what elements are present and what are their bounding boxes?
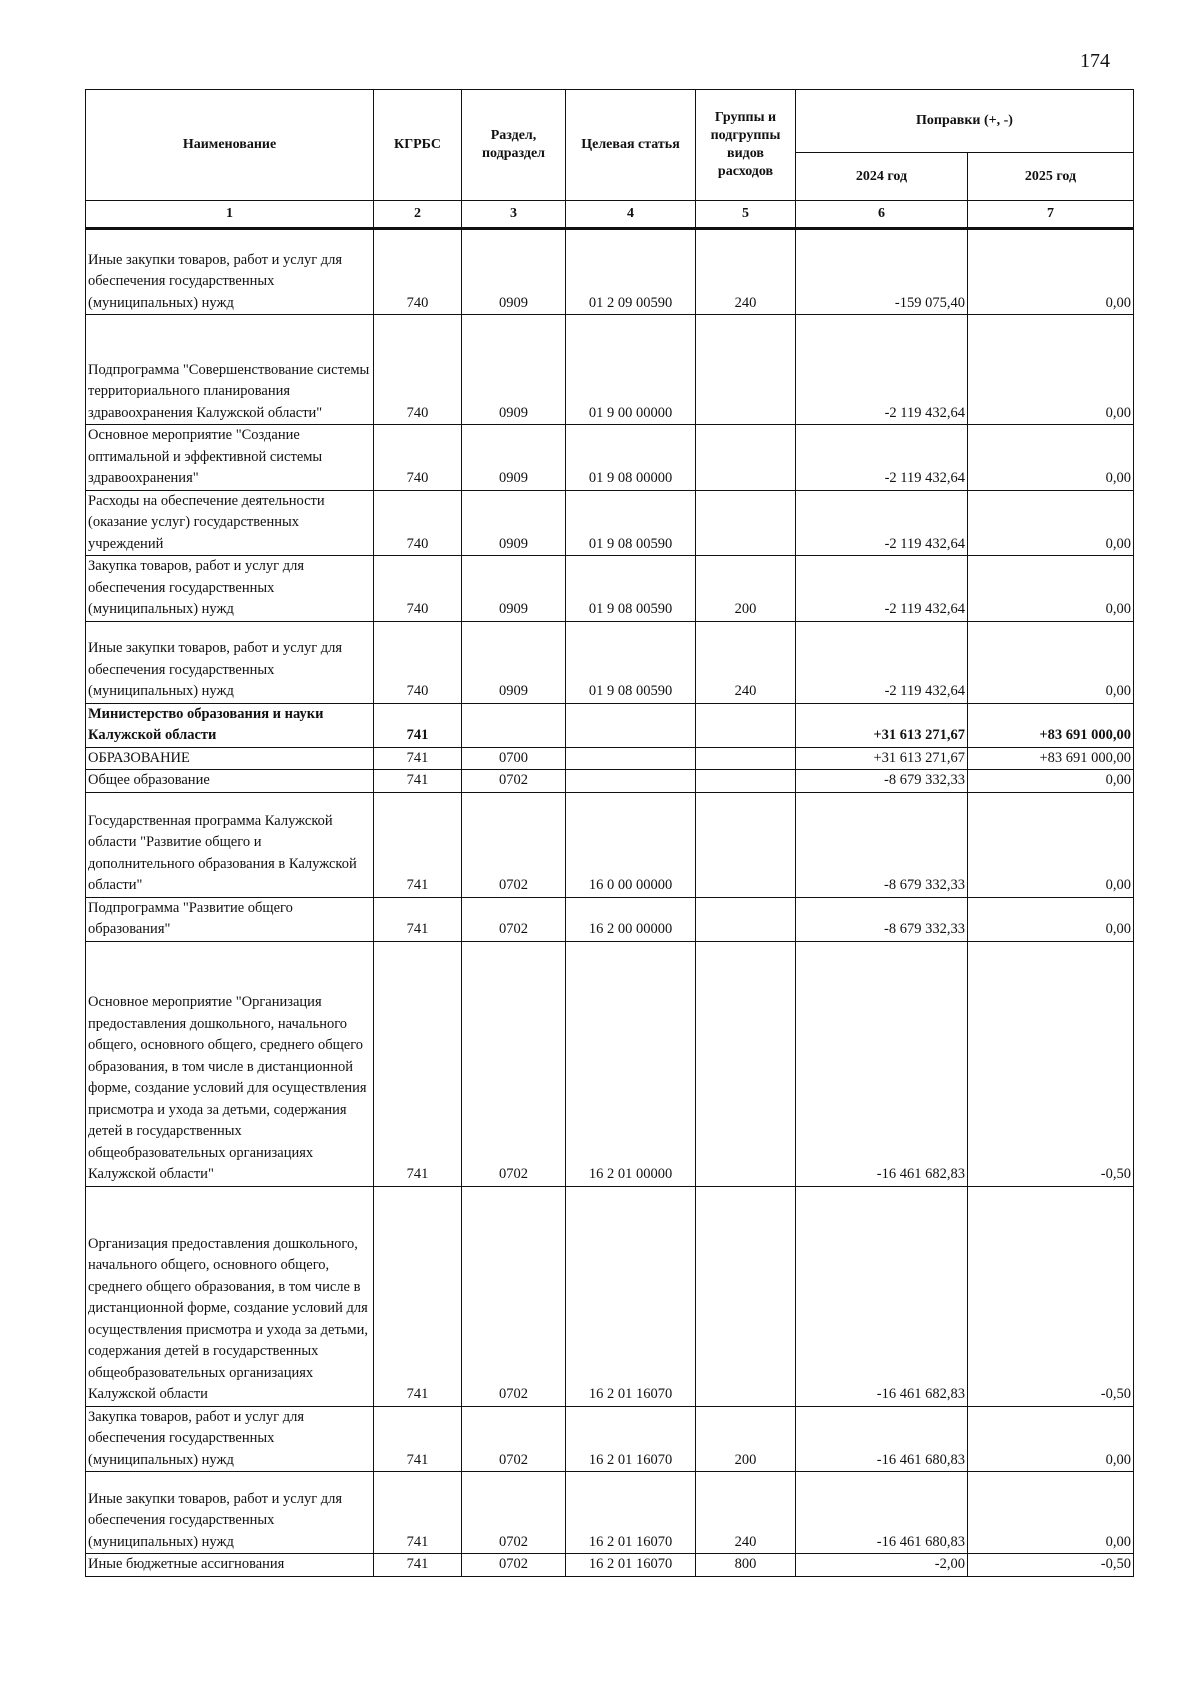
row-amount-2025: -0,50 <box>968 941 1134 1186</box>
row-kgrbs: 741 <box>374 1554 462 1577</box>
budget-amendments-table <box>85 89 1134 1577</box>
table-row <box>86 490 1134 556</box>
row-kgrbs: 741 <box>374 703 462 747</box>
row-name: Иные бюджетные ассигнования <box>86 1554 374 1577</box>
row-target-article: 16 2 01 16070 <box>566 1406 696 1472</box>
row-amount-2024: +31 613 271,67 <box>796 747 968 770</box>
row-amount-2025: 0,00 <box>968 1472 1134 1554</box>
row-name: Государственная программа Калужской области "Развитие общего и дополнительного образования в Калужской области" <box>86 792 374 897</box>
table-row <box>86 792 1134 897</box>
column-number: 6 <box>796 201 968 229</box>
table-row <box>86 1554 1134 1577</box>
row-expense-group: 800 <box>696 1554 796 1577</box>
row-expense-group: 240 <box>696 229 796 315</box>
table-row <box>86 556 1134 622</box>
row-section: 0909 <box>462 315 566 425</box>
row-section: 0909 <box>462 621 566 703</box>
row-target-article: 01 9 08 00590 <box>566 490 696 556</box>
row-amount-2024: -2 119 432,64 <box>796 490 968 556</box>
table-body <box>86 229 1134 1577</box>
header-name: Наименование <box>86 90 374 201</box>
row-amount-2024: -8 679 332,33 <box>796 897 968 941</box>
page-number: 174 <box>1080 50 1110 72</box>
column-number: 3 <box>462 201 566 229</box>
row-amount-2025: -0,50 <box>968 1554 1134 1577</box>
row-amount-2025: 0,00 <box>968 897 1134 941</box>
row-kgrbs: 741 <box>374 1406 462 1472</box>
row-target-article: 16 2 01 00000 <box>566 941 696 1186</box>
row-kgrbs: 740 <box>374 229 462 315</box>
row-name: Расходы на обеспечение деятельности (оказание услуг) государственных учреждений <box>86 490 374 556</box>
row-expense-group <box>696 425 796 491</box>
row-amount-2025: 0,00 <box>968 229 1134 315</box>
table-row <box>86 315 1134 425</box>
row-kgrbs: 741 <box>374 747 462 770</box>
row-expense-group <box>696 941 796 1186</box>
row-amount-2025: 0,00 <box>968 770 1134 793</box>
row-target-article <box>566 747 696 770</box>
row-name: Иные закупки товаров, работ и услуг для обеспечения государственных (муниципальных) нужд <box>86 229 374 315</box>
row-name: Иные закупки товаров, работ и услуг для обеспечения государственных (муниципальных) нужд <box>86 1472 374 1554</box>
row-section: 0700 <box>462 747 566 770</box>
row-target-article: 16 2 01 16070 <box>566 1472 696 1554</box>
row-expense-group <box>696 490 796 556</box>
row-target-article: 16 2 01 16070 <box>566 1186 696 1406</box>
row-amount-2024: -2 119 432,64 <box>796 621 968 703</box>
row-name: Общее образование <box>86 770 374 793</box>
column-number: 7 <box>968 201 1134 229</box>
row-section: 0702 <box>462 792 566 897</box>
row-name: Подпрограмма "Совершенствование системы территориального планирования здравоохранения Калужской области" <box>86 315 374 425</box>
row-amount-2024: -8 679 332,33 <box>796 792 968 897</box>
row-name: Основное мероприятие "Создание оптимальной и эффективной системы здравоохранения" <box>86 425 374 491</box>
row-kgrbs: 741 <box>374 941 462 1186</box>
header-expense-groups: Группы и подгруппы видов расходов <box>696 90 796 201</box>
row-expense-group: 240 <box>696 1472 796 1554</box>
row-section: 0702 <box>462 1186 566 1406</box>
table-row <box>86 703 1134 747</box>
row-amount-2024: -16 461 680,83 <box>796 1472 968 1554</box>
row-section: 0702 <box>462 1472 566 1554</box>
row-target-article: 01 9 08 00000 <box>566 425 696 491</box>
row-section: 0702 <box>462 1406 566 1472</box>
row-expense-group <box>696 1186 796 1406</box>
row-kgrbs: 741 <box>374 770 462 793</box>
row-kgrbs: 741 <box>374 1186 462 1406</box>
row-kgrbs: 740 <box>374 425 462 491</box>
table-row <box>86 425 1134 491</box>
row-amount-2024: -16 461 682,83 <box>796 1186 968 1406</box>
row-target-article: 16 2 01 16070 <box>566 1554 696 1577</box>
header-year-2025: 2025 год <box>968 153 1134 201</box>
header-amendments: Поправки (+, -) <box>796 90 1134 153</box>
row-amount-2024: -2 119 432,64 <box>796 425 968 491</box>
row-kgrbs: 740 <box>374 490 462 556</box>
row-amount-2025: +83 691 000,00 <box>968 703 1134 747</box>
row-section: 0702 <box>462 897 566 941</box>
row-expense-group <box>696 770 796 793</box>
row-amount-2025: 0,00 <box>968 490 1134 556</box>
row-amount-2025: 0,00 <box>968 792 1134 897</box>
row-section: 0909 <box>462 229 566 315</box>
row-amount-2025: 0,00 <box>968 425 1134 491</box>
column-number: 2 <box>374 201 462 229</box>
row-target-article: 16 0 00 00000 <box>566 792 696 897</box>
row-amount-2025: 0,00 <box>968 315 1134 425</box>
row-name: Иные закупки товаров, работ и услуг для обеспечения государственных (муниципальных) нужд <box>86 621 374 703</box>
row-expense-group: 200 <box>696 556 796 622</box>
row-expense-group <box>696 792 796 897</box>
row-amount-2024: -2 119 432,64 <box>796 556 968 622</box>
row-target-article <box>566 703 696 747</box>
row-name: Подпрограмма "Развитие общего образования" <box>86 897 374 941</box>
row-kgrbs: 741 <box>374 1472 462 1554</box>
row-name: ОБРАЗОВАНИЕ <box>86 747 374 770</box>
table-row <box>86 1472 1134 1554</box>
row-amount-2024: -16 461 680,83 <box>796 1406 968 1472</box>
row-kgrbs: 741 <box>374 792 462 897</box>
column-number: 4 <box>566 201 696 229</box>
row-expense-group <box>696 897 796 941</box>
row-expense-group <box>696 315 796 425</box>
row-amount-2025: +83 691 000,00 <box>968 747 1134 770</box>
row-kgrbs: 740 <box>374 621 462 703</box>
row-section: 0909 <box>462 490 566 556</box>
row-kgrbs: 741 <box>374 897 462 941</box>
row-target-article: 01 9 00 00000 <box>566 315 696 425</box>
row-target-article <box>566 770 696 793</box>
row-kgrbs: 740 <box>374 315 462 425</box>
row-target-article: 01 2 09 00590 <box>566 229 696 315</box>
row-expense-group: 200 <box>696 1406 796 1472</box>
row-expense-group <box>696 747 796 770</box>
table-row <box>86 1406 1134 1472</box>
row-section: 0702 <box>462 941 566 1186</box>
table-row <box>86 747 1134 770</box>
column-number: 5 <box>696 201 796 229</box>
row-name: Основное мероприятие "Организация предоставления дошкольного, начального общего, основного общего, среднего общего образования, в том числе в дистанционной форме, создание условий для осуществления присмотра и ухода за детьми, содержания детей в государственных общеобразовательных организациях Калужской области" <box>86 941 374 1186</box>
table-row <box>86 621 1134 703</box>
row-target-article: 16 2 00 00000 <box>566 897 696 941</box>
row-amount-2024: -159 075,40 <box>796 229 968 315</box>
row-amount-2025: 0,00 <box>968 556 1134 622</box>
row-section: 0909 <box>462 556 566 622</box>
row-amount-2025: 0,00 <box>968 621 1134 703</box>
row-name: Закупка товаров, работ и услуг для обеспечения государственных (муниципальных) нужд <box>86 1406 374 1472</box>
row-expense-group <box>696 703 796 747</box>
row-name: Организация предоставления дошкольного, начального общего, основного общего, среднего общего образования, в том числе в дистанционной форме, создание условий для осуществления присмотра и ухода за детьми, содержания детей в государственных общеобразовательных организациях Калужской области <box>86 1186 374 1406</box>
row-amount-2024: -2,00 <box>796 1554 968 1577</box>
header-section: Раздел, подраздел <box>462 90 566 201</box>
header-year-2024: 2024 год <box>796 153 968 201</box>
table-row <box>86 770 1134 793</box>
row-amount-2024: -8 679 332,33 <box>796 770 968 793</box>
row-amount-2025: -0,50 <box>968 1186 1134 1406</box>
row-amount-2025: 0,00 <box>968 1406 1134 1472</box>
table-row <box>86 229 1134 315</box>
header-target-article: Целевая статья <box>566 90 696 201</box>
row-section: 0702 <box>462 1554 566 1577</box>
table-row <box>86 941 1134 1186</box>
row-section: 0909 <box>462 425 566 491</box>
row-name: Министерство образования и науки Калужской области <box>86 703 374 747</box>
row-amount-2024: +31 613 271,67 <box>796 703 968 747</box>
row-name: Закупка товаров, работ и услуг для обеспечения государственных (муниципальных) нужд <box>86 556 374 622</box>
row-section: 0702 <box>462 770 566 793</box>
header-kgrbs: КГРБС <box>374 90 462 201</box>
row-target-article: 01 9 08 00590 <box>566 556 696 622</box>
column-number: 1 <box>86 201 374 229</box>
table-row <box>86 1186 1134 1406</box>
table-row <box>86 897 1134 941</box>
row-section <box>462 703 566 747</box>
row-target-article: 01 9 08 00590 <box>566 621 696 703</box>
row-kgrbs: 740 <box>374 556 462 622</box>
row-expense-group: 240 <box>696 621 796 703</box>
row-amount-2024: -16 461 682,83 <box>796 941 968 1186</box>
row-amount-2024: -2 119 432,64 <box>796 315 968 425</box>
